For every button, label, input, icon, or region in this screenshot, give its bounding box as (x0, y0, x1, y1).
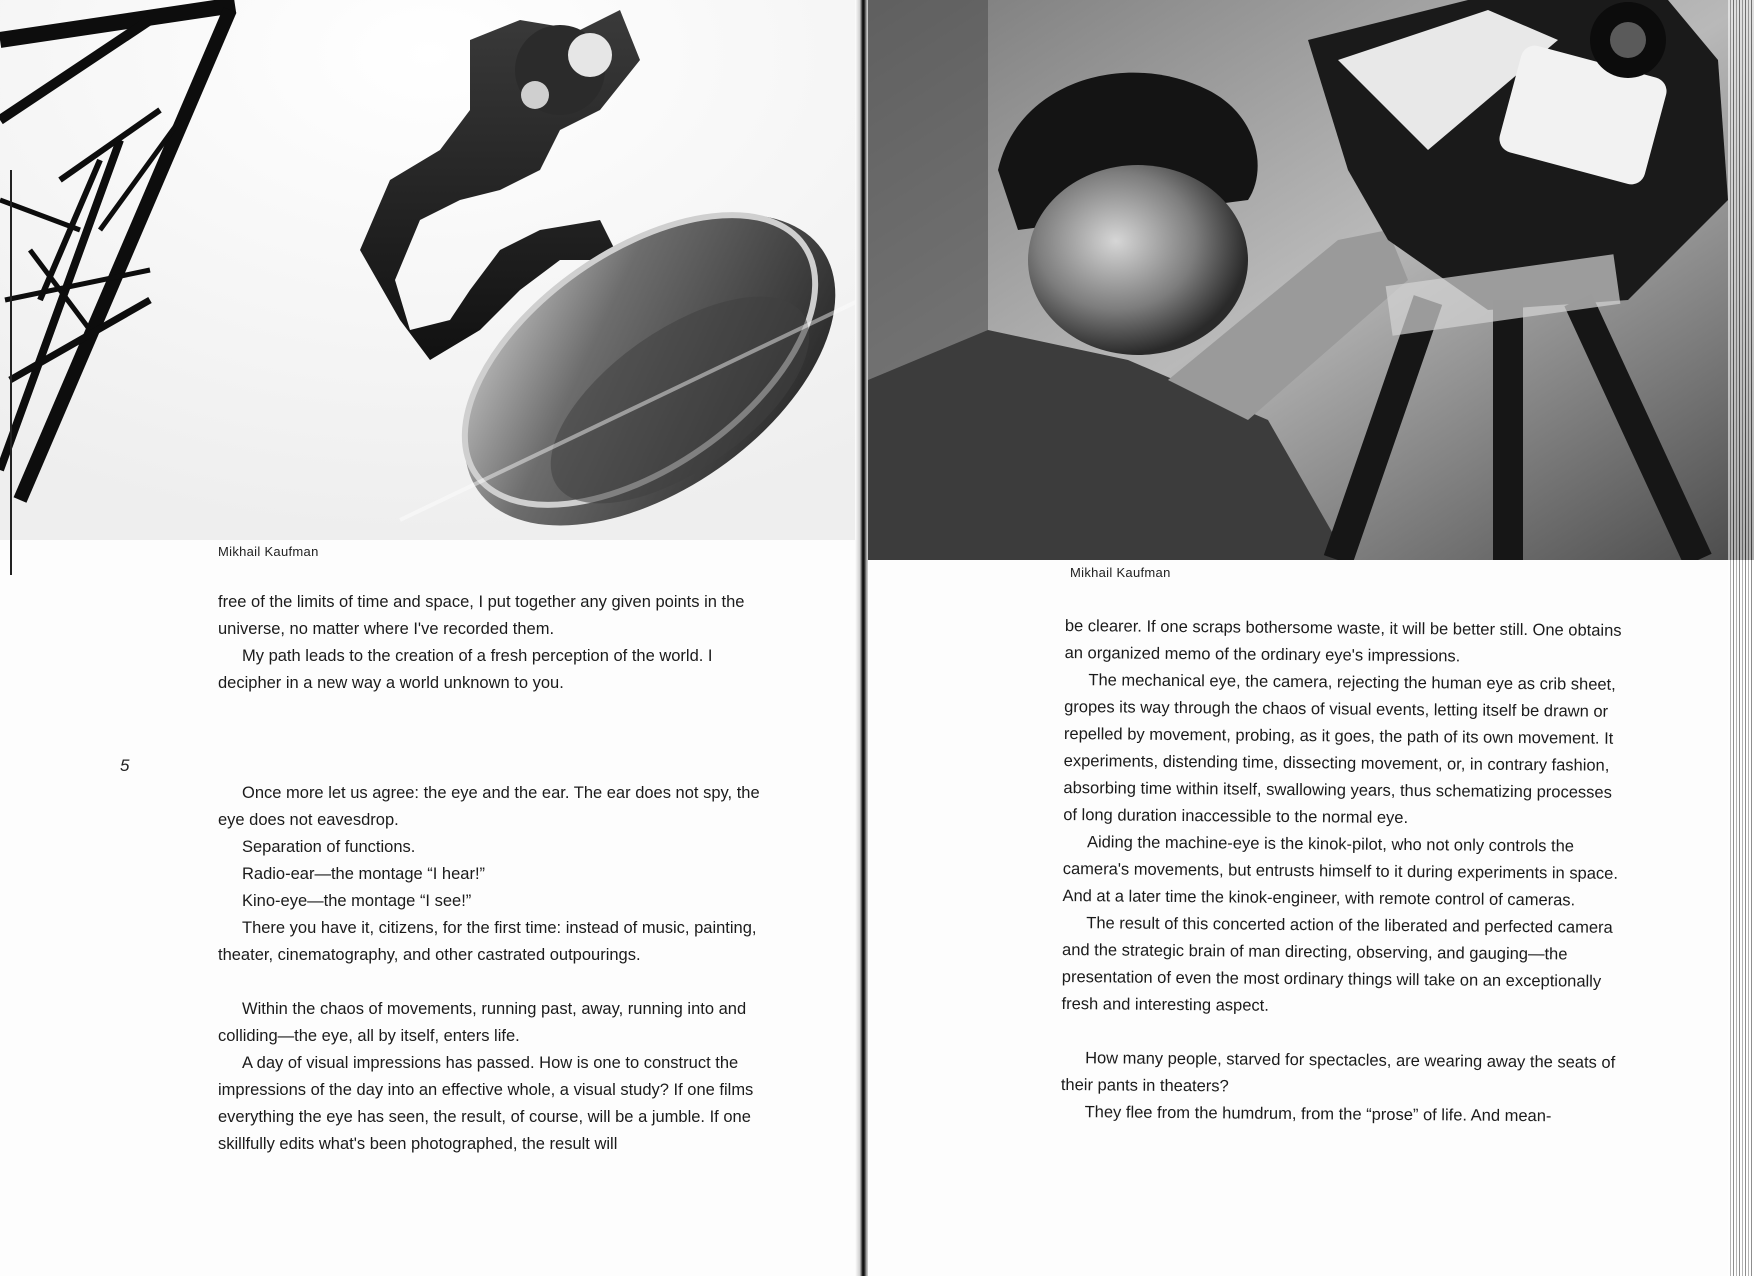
paragraph: They flee from the humdrum, from the “prose” of life. And mean- (1084, 1103, 1552, 1126)
paragraph: Radio-ear—the montage “I hear!” (242, 865, 486, 883)
cameraman-photo-image (868, 0, 1754, 560)
paragraph: Within the chaos of movements, running past, away, running into and colliding—the eye, all by itself, enters life. (218, 1000, 747, 1045)
right-text (1061, 613, 1630, 1131)
paragraph: be clearer. If one scraps bothersome waste, it will be better still. One obtains an organized memo of the ordinary eye's impressions. (1064, 616, 1622, 666)
paragraph: How many people, starved for spectacles, are wearing away the seats of their pants in theaters? (1060, 1049, 1616, 1096)
paragraph-gap (218, 969, 773, 996)
paragraph: Once more let us agree: the eye and the ear. The ear does not spy, the eye does not eavesdrop. (218, 784, 760, 829)
paragraph: The result of this concerted action of the liberated and perfected camera and the strategic brain of man directing, observing, and gauging—the presentation of even the most ordinary things will take on an exceptionally fresh and interesting aspect. (1061, 914, 1613, 1015)
paragraph: A day of visual impressions has passed. How is one to construct the impressions of the day into an effective whole, a visual study? If one films everything the eye has seen, the result, of course, will be a jumble. If one skillfully edits what's been photographed, the result will (218, 1054, 754, 1153)
left-photo (0, 0, 860, 540)
left-text-top (218, 589, 773, 697)
paragraph: There you have it, citizens, for the first time: instead of music, painting, theater, cinematography, and other castrated outpourings. (218, 919, 757, 964)
paragraph: Aiding the machine-eye is the kinok-pilot, who not only controls the camera's movements, but entrusts himself to it during experiments in space. And at a later time the kinok-engineer, with remote control of cameras. (1062, 833, 1619, 910)
page-number: 5 (120, 756, 130, 775)
paragraph: The mechanical eye, the camera, rejecting the human eye as crib sheet, gropes its way through the chaos of visual events, letting itself be drawn or repelled by movement, probing, as it goes, the path of its own movement. It experiments, distending time, dissecting movement, or, in contrary fashion, absorbing time within itself, swallowing years, thus schematizing processes of long duration inaccessible to the normal eye. (1063, 671, 1616, 828)
statue-photo-image (0, 0, 860, 540)
paragraph: Kino-eye—the montage “I see!” (242, 892, 472, 910)
paragraph: Separation of functions. (242, 838, 416, 856)
paragraph: free of the limits of time and space, I put together any given points in the universe, no matter where I've recorded them. (218, 593, 745, 638)
page-stack-edge (1728, 0, 1754, 1276)
page-edge-mark (10, 170, 12, 575)
paragraph: My path leads to the creation of a fresh perception of the world. I decipher in a new way a world unknown to you. (218, 647, 713, 692)
photo-caption: Mikhail Kaufman (218, 544, 319, 559)
photo-caption: Mikhail Kaufman (1070, 565, 1171, 580)
face-shape (1028, 165, 1248, 355)
left-text-main (218, 780, 773, 1158)
right-photo (868, 0, 1754, 560)
